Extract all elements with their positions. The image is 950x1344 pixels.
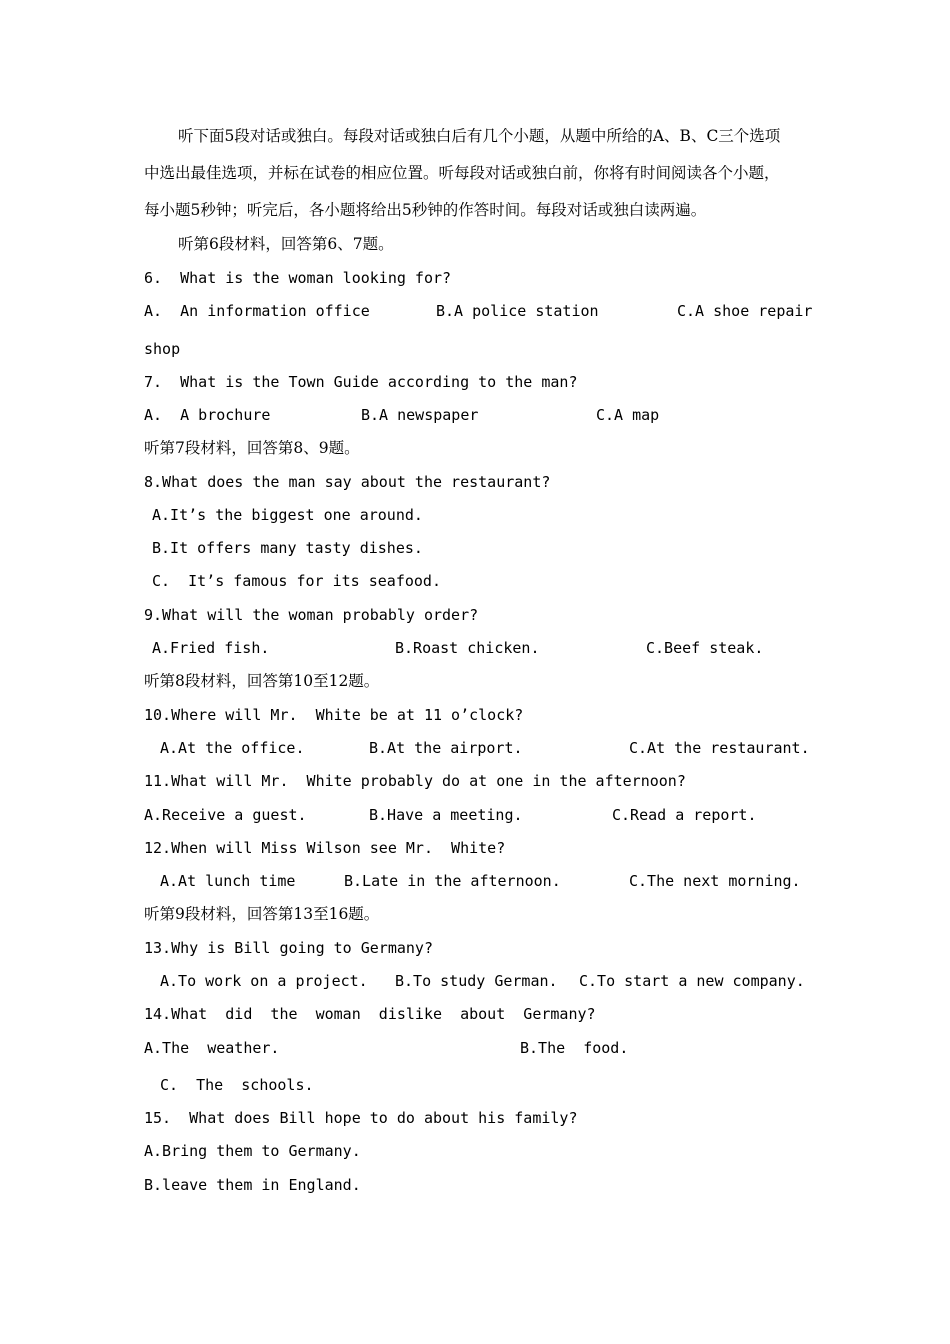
question-14-option-b: B.The food. <box>520 1039 629 1057</box>
question-6-option-a: A. An information office <box>144 302 370 320</box>
question-11-option-c: C.Read a report. <box>612 806 757 824</box>
question-9-option-c: C.Beef steak. <box>646 639 764 657</box>
section-6-heading: 听第6段材料，回答第6、7题。 <box>178 235 394 253</box>
question-7-stem: 7. What is the Town Guide according to the man? <box>144 373 578 391</box>
instructions-line-1: 听下面5段对话或独白。每段对话或独白后有几个小题，从题中所给的A、B、C三个选项 <box>178 127 781 145</box>
question-13-option-a: A.To work on a project. <box>160 972 368 990</box>
question-6-option-c: C.A shoe repair <box>677 302 813 320</box>
question-14-option-c: C. The schools. <box>160 1076 314 1094</box>
question-12-option-c: C.The next morning. <box>629 872 801 890</box>
question-10-option-a: A.At the office. <box>160 739 305 757</box>
question-13-option-b: B.To study German. <box>395 972 558 990</box>
instructions-line-2: 中选出最佳选项，并标在试卷的相应位置。听每段对话或独白前，你将有时间阅读各个小题， <box>144 164 780 182</box>
question-6-option-b: B.A police station <box>436 302 599 320</box>
question-7-option-a: A. A brochure <box>144 406 271 424</box>
question-15-option-a: A.Bring them to Germany. <box>144 1142 361 1160</box>
question-10-option-c: C.At the restaurant. <box>629 739 810 757</box>
question-12-option-a: A.At lunch time <box>160 872 296 890</box>
question-8-stem: 8.What does the man say about the restaurant? <box>144 473 551 491</box>
instructions-line-3: 每小题5秒钟；听完后，各小题将给出5秒钟的作答时间。每段对话或独白读两遍。 <box>144 201 707 219</box>
question-13-option-c: C.To start a new company. <box>579 972 805 990</box>
question-6-option-c-continued: shop <box>144 340 181 358</box>
question-7-option-b: B.A newspaper <box>361 406 479 424</box>
question-15-option-b: B.leave them in England. <box>144 1176 361 1194</box>
question-9-option-a: A.Fried fish. <box>152 639 270 657</box>
question-12-stem: 12.When will Miss Wilson see Mr. White? <box>144 839 506 857</box>
question-14-option-a: A.The weather. <box>144 1039 280 1057</box>
question-10-option-b: B.At the airport. <box>369 739 523 757</box>
question-9-stem: 9.What will the woman probably order? <box>144 606 479 624</box>
question-12-option-b: B.Late in the afternoon. <box>344 872 561 890</box>
question-6-stem: 6. What is the woman looking for? <box>144 269 452 287</box>
question-11-option-a: A.Receive a guest. <box>144 806 307 824</box>
question-10-stem: 10.Where will Mr. White be at 11 o’clock? <box>144 706 524 724</box>
question-8-option-c: C. It’s famous for its seafood. <box>152 572 441 590</box>
question-15-stem: 15. What does Bill hope to do about his family? <box>144 1109 578 1127</box>
question-11-stem: 11.What will Mr. White probably do at one in the afternoon? <box>144 772 686 790</box>
section-7-heading: 听第7段材料，回答第8、9题。 <box>144 439 360 457</box>
question-11-option-b: B.Have a meeting. <box>369 806 523 824</box>
question-7-option-c: C.A map <box>596 406 660 424</box>
question-13-stem: 13.Why is Bill going to Germany? <box>144 939 433 957</box>
question-8-option-b: B.It offers many tasty dishes. <box>152 539 423 557</box>
question-8-option-a: A.It’s the biggest one around. <box>152 506 423 524</box>
question-9-option-b: B.Roast chicken. <box>395 639 540 657</box>
section-8-heading: 听第8段材料，回答第10至12题。 <box>144 672 380 690</box>
section-9-heading: 听第9段材料，回答第13至16题。 <box>144 905 380 923</box>
question-14-stem: 14.What did the woman dislike about Germany? <box>144 1005 596 1023</box>
